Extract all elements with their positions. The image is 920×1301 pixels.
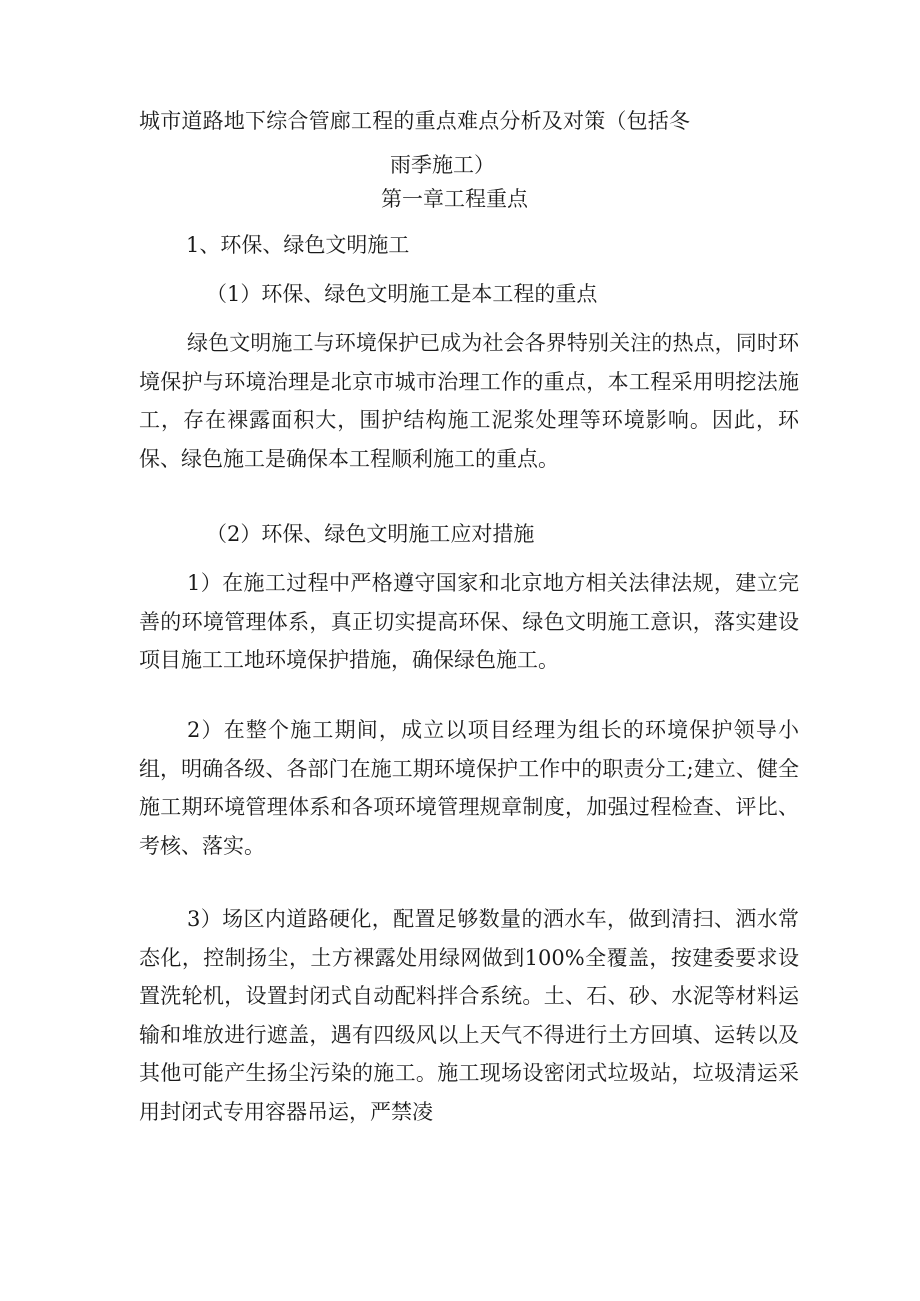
document-title-line-2: 雨季施工）	[390, 153, 495, 177]
paragraph-1: 绿色文明施工与环境保护已成为社会各界特别关注的热点，同时环境保护与环境治理是北京市城市治理工作的重点，本工程采用明挖法施工，存在裸露面积大，围护结构施工泥浆处理等环境影响。因此，环保、绿色施工是确保本工程顺利施工的重点。	[139, 331, 799, 471]
list-item-3: 3）场区内道路硬化，配置足够数量的洒水车，做到清扫、洒水常态化，控制扬尘，土方裸露处用绿网做到100%全覆盖，按建委要求设置洗轮机，设置封闭式自动配料拌合系统。土、石、砂、水泥等材料运输和堆放进行遮盖，遇有四级风以上天气不得进行土方回填、运转以及其他可能产生扬尘污染的施工。施工现场设密闭式垃圾站，垃圾清运采用封闭式专用容器吊运，严禁凌	[139, 907, 799, 1124]
subsection-heading-1: （1）环保、绿色文明施工是本工程的重点	[206, 282, 598, 306]
list-item-1: 1）在施工过程中严格遵守国家和北京地方相关法律法规，建立完善的环境管理体系，真正切实提高环保、绿色文明施工意识，落实建设项目施工工地环境保护措施，确保绿色施工。	[139, 571, 799, 672]
document-title-line-1: 城市道路地下综合管廊工程的重点难点分析及对策（包括冬	[139, 109, 691, 133]
subsection-heading-2: （2）环保、绿色文明施工应对措施	[206, 522, 535, 546]
chapter-heading: 第一章工程重点	[381, 187, 528, 211]
section-heading-1: 1、环保、绿色文明施工	[186, 233, 410, 257]
list-item-2: 2）在整个施工期间，成立以项目经理为组长的环境保护领导小组，明确各级、各部门在施工期环境保护工作中的职责分工;建立、健全施工期环境管理体系和各项环境管理规章制度，加强过程检查、评比、考核、落实。	[139, 718, 799, 858]
